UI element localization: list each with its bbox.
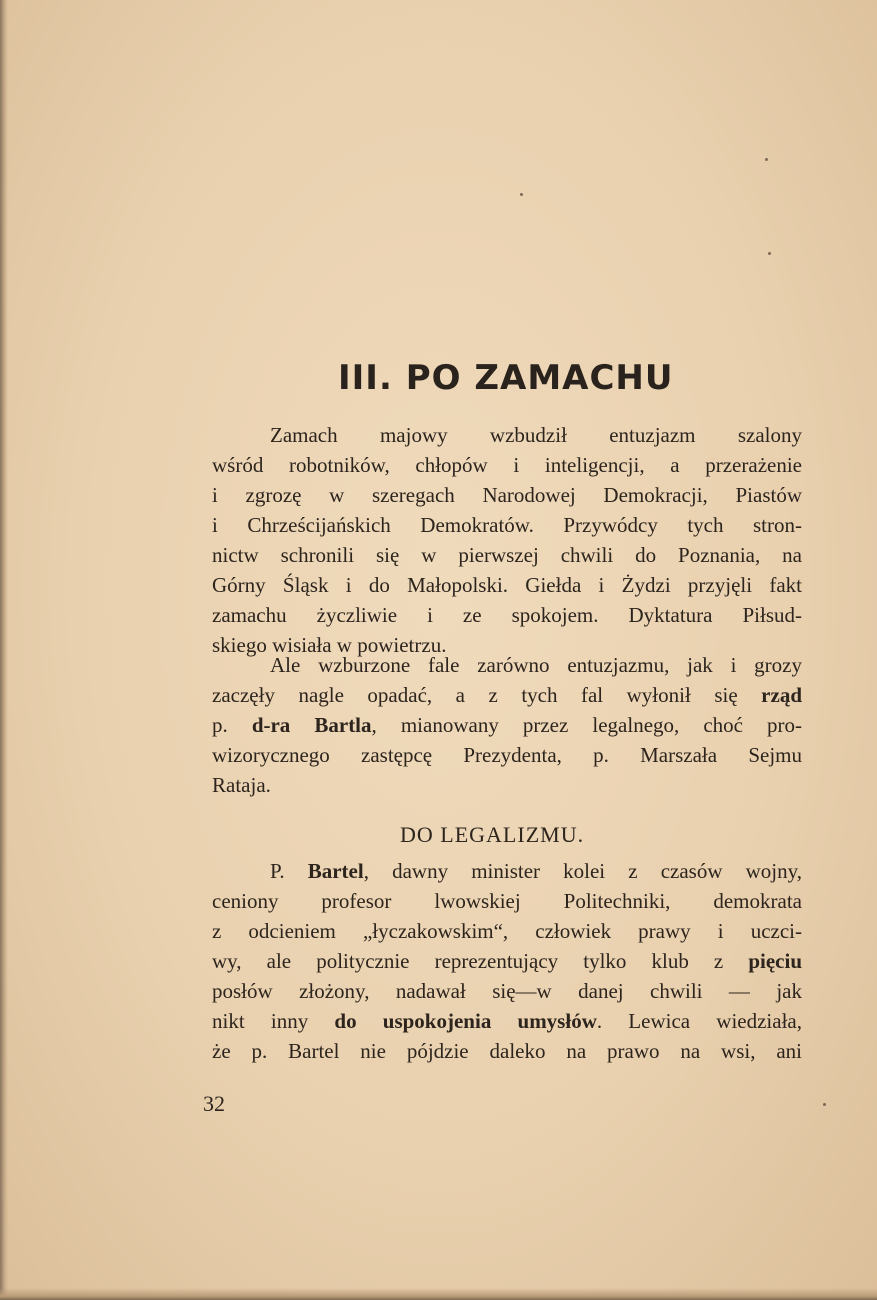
- bold-text-run: Bartel: [307, 859, 364, 883]
- text-line: i zgrozę w szeregach Narodowej Demokracji, Piastów: [212, 483, 802, 507]
- bold-text-run: pięciu: [748, 949, 802, 973]
- paper-speck: [768, 252, 771, 255]
- text-run: P.: [270, 859, 308, 883]
- text-run: wy, ale politycznie reprezentujący tylko klub z: [212, 949, 749, 973]
- text-run: , mianowany przez legalnego, choć pro-: [371, 713, 803, 737]
- text-line: wizorycznego zastępcę Prezydenta, p. Marszała Sejmu: [212, 743, 802, 767]
- paragraph-1: [212, 420, 802, 660]
- chapter-title: III. PO ZAMACHU: [338, 358, 674, 398]
- text-line: Zamach majowy wzbudził entuzjazm szalony: [270, 423, 802, 447]
- bold-text-run: rząd: [761, 683, 802, 707]
- page-number: 32: [203, 1091, 225, 1116]
- text-line: [212, 710, 802, 740]
- text-line: Górny Śląsk i do Małopolski. Giełda i Żydzi przyjęli fakt: [212, 573, 802, 597]
- text-run: p.: [212, 713, 252, 737]
- text-line: Ale wzburzone fale zarówno entuzjazmu, jak i grozy: [270, 653, 802, 677]
- text-line: i Chrześcijańskich Demokratów. Przywódcy tych stron-: [212, 513, 802, 537]
- paper-speck: [520, 193, 523, 196]
- text-line: posłów złożony, nadawał się—w danej chwili — jak: [212, 979, 802, 1003]
- text-line: ceniony profesor lwowskiej Politechniki, demokrata: [212, 889, 802, 913]
- paper-speck: [765, 158, 768, 161]
- text-line: z odcieniem „łyczakowskim“, człowiek prawy i uczci-: [212, 919, 802, 943]
- paper-speck: [823, 1103, 826, 1106]
- text-line: że p. Bartel nie pójdzie daleko na prawo na wsi, ani: [212, 1039, 802, 1063]
- text-run: , dawny minister kolei z czasów wojny,: [363, 859, 802, 883]
- text-line: nictw schronili się w pierwszej chwili do Poznania, na: [212, 543, 802, 567]
- text-line: [212, 946, 802, 976]
- text-line: zamachu życzliwie i ze spokojem. Dyktatura Piłsud-: [212, 603, 802, 627]
- section-heading: DO LEGALIZMU.: [400, 822, 585, 847]
- paragraph-2: [212, 650, 802, 800]
- page-bottom-edge: [0, 1288, 877, 1300]
- text-line: wśród robotników, chłopów i inteligencji, a przerażenie: [212, 453, 802, 477]
- text-line: Rataja.: [212, 773, 271, 797]
- text-run: nikt inny: [212, 1009, 335, 1033]
- text-line: [212, 680, 802, 710]
- text-run: . Lewica wiedziała,: [596, 1009, 802, 1033]
- paragraph-3: [212, 856, 802, 1066]
- bold-text-run: do uspokojenia umysłów: [334, 1009, 597, 1033]
- text-line: skiego wisiała w powietrzu.: [212, 633, 447, 657]
- text-run: zaczęły nagle opadać, a z tych fal wyłonił się: [212, 683, 762, 707]
- text-line: [212, 1006, 802, 1036]
- page-left-edge: [0, 0, 8, 1300]
- text-line: [212, 856, 802, 886]
- bold-text-run: d-ra Bartla: [251, 713, 372, 737]
